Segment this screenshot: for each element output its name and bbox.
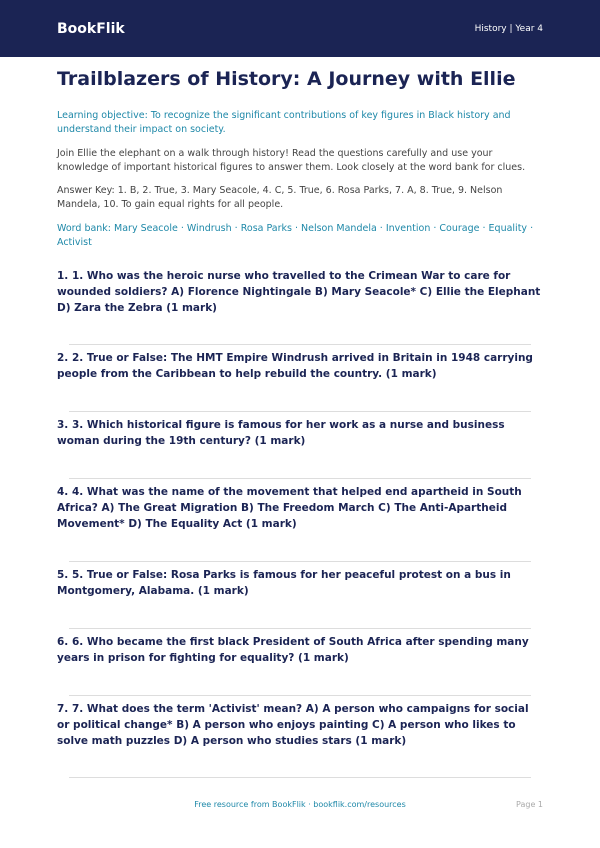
question-6: 6. 6. Who became the first black President of South Africa after spending many years in prison for fighting for equality? (1 mark) (57, 636, 529, 664)
header-bar (0, 0, 600, 57)
answer-line (69, 561, 531, 562)
question-3: 3. 3. Which historical figure is famous for her work as a nurse and business woman during the 19th century? (1 mark) (57, 419, 505, 447)
page-number: Page 1 (516, 800, 543, 809)
intro-text: Join Ellie the elephant on a walk through history! Read the questions carefully and use your knowledge of important historical figures to answer them. Look closely at the word bank for clues. (57, 148, 526, 173)
footer (0, 800, 600, 814)
footer-source: Free resource from BookFlik · bookflik.com/resources (194, 800, 406, 809)
question-list (57, 268, 543, 778)
page-title: Trailblazers of History: A Journey with Ellie (57, 68, 516, 90)
worksheet-content (57, 57, 543, 778)
answer-line (69, 478, 531, 479)
answer-line (69, 411, 531, 412)
answer-line (69, 628, 531, 629)
answer-key: Answer Key: 1. B, 2. True, 3. Mary Seacole, 4. C, 5. True, 6. Rosa Parks, 7. A, 8. True, 9. Nelson Mandela, 10. To gain equal rights for all people. (57, 185, 503, 210)
answer-line (69, 777, 531, 778)
question-2: 2. 2. True or False: The HMT Empire Windrush arrived in Britain in 1948 carrying people from the Caribbean to help rebuild the country. (1 mark) (57, 352, 533, 380)
question-1: 1. 1. Who was the heroic nurse who travelled to the Crimean War to care for wounded soldiers? A) Florence Nightingale B) Mary Seacole* C) Ellie the Elephant D) Zara the Zebra (1 mark) (57, 270, 541, 314)
answer-line (69, 344, 531, 345)
learning-objective: Learning objective: To recognize the significant contributions of key figures in Black history and understand their impact on society. (57, 110, 511, 135)
question-4: 4. 4. What was the name of the movement that helped end apartheid in South Africa? A) The Great Migration B) The Freedom March C) The Anti-Apartheid Movement* D) The Equality Act (1 mark) (57, 486, 522, 530)
word-bank: Word bank: Mary Seacole · Windrush · Rosa Parks · Nelson Mandela · Invention · Courage · Equality · Activist (57, 223, 534, 248)
brand-logo-text: BookFlik (57, 20, 125, 37)
question-5: 5. 5. True or False: Rosa Parks is famous for her peaceful protest on a bus in Montgomery, Alabama. (1 mark) (57, 569, 511, 597)
subject-year-tag: History | Year 4 (474, 23, 543, 34)
question-7: 7. 7. What does the term 'Activist' mean? A) A person who campaigns for social or political change* B) A person who enjoys painting C) A person who likes to solve math puzzles D) A person who studies stars (1 mark) (57, 703, 529, 747)
answer-line (69, 695, 531, 696)
